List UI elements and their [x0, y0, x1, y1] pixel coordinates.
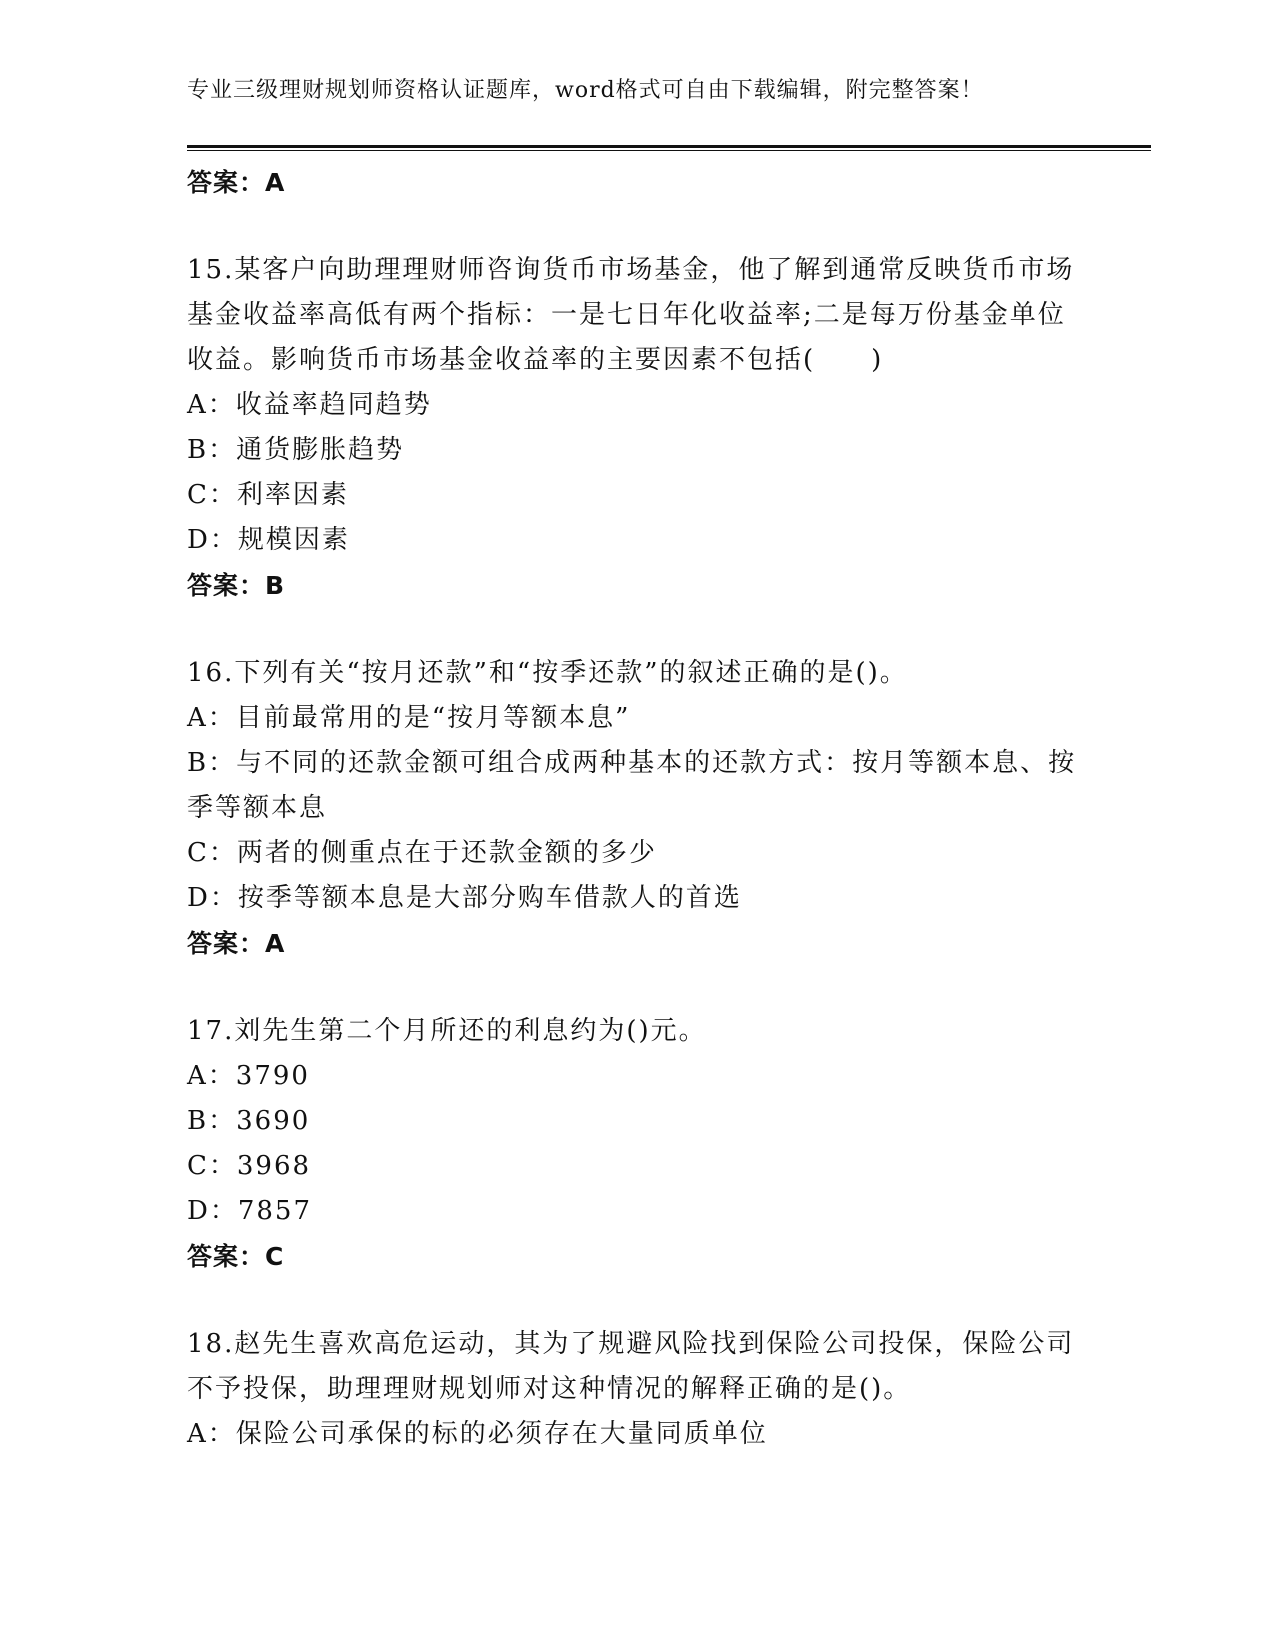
page-header: 专业三级理财规划师资格认证题库，word格式可自由下载编辑，附完整答案！	[187, 78, 984, 103]
option-c: C：两者的侧重点在于还款金额的多少	[187, 838, 657, 868]
answer-line	[187, 160, 1087, 205]
answer-label: 答案：	[187, 1242, 266, 1271]
option-b: B：3690	[187, 1106, 311, 1136]
answer-value: B	[265, 571, 286, 600]
option-a: A：3790	[187, 1061, 310, 1091]
question-18	[187, 1322, 1087, 1457]
option-d: D：按季等额本息是大部分购车借款人的首选	[187, 883, 742, 913]
question-text: 15.某客户向助理理财师咨询货币市场基金，他了解到通常反映货币市场基金收益率高低有两个指标：一是七日年化收益率;二是每万份基金单位收益。影响货币市场基金收益率的主要因素不包括( )	[187, 255, 1075, 375]
question-15	[187, 248, 1087, 608]
option-d: D：7857	[187, 1196, 313, 1226]
option-a: A：收益率趋同趋势	[187, 390, 432, 420]
answer-value: A	[265, 168, 286, 197]
question-text: 17.刘先生第二个月所还的利息约为()元。	[187, 1016, 707, 1046]
header-rule-thick	[187, 145, 1151, 148]
question-text: 18.赵先生喜欢高危运动，其为了规避风险找到保险公司投保，保险公司不予投保，助理理财规划师对这种情况的解释正确的是()。	[187, 1329, 1075, 1404]
answer-line	[187, 1234, 1087, 1279]
question-17	[187, 1009, 1087, 1279]
document-body	[187, 160, 1087, 1457]
answer-label: 答案：	[187, 168, 266, 197]
header-rule-thin	[187, 150, 1151, 151]
option-a: A：目前最常用的是“按月等额本息”	[187, 703, 631, 733]
answer-value: A	[265, 929, 286, 958]
option-a: A：保险公司承保的标的必须存在大量同质单位	[187, 1419, 768, 1449]
option-c: C：利率因素	[187, 480, 349, 510]
answer-label: 答案：	[187, 571, 266, 600]
answer-line	[187, 563, 1087, 608]
answer-line	[187, 921, 1087, 966]
answer-label: 答案：	[187, 929, 266, 958]
question-16	[187, 651, 1087, 966]
option-b: B：与不同的还款金额可组合成两种基本的还款方式：按月等额本息、按季等额本息	[187, 748, 1077, 823]
option-c: C：3968	[187, 1151, 312, 1181]
question-text: 16.下列有关“按月还款”和“按季还款”的叙述正确的是()。	[187, 658, 908, 688]
option-b: B：通货膨胀趋势	[187, 435, 405, 465]
option-d: D：规模因素	[187, 525, 350, 555]
answer-value: C	[265, 1242, 285, 1271]
